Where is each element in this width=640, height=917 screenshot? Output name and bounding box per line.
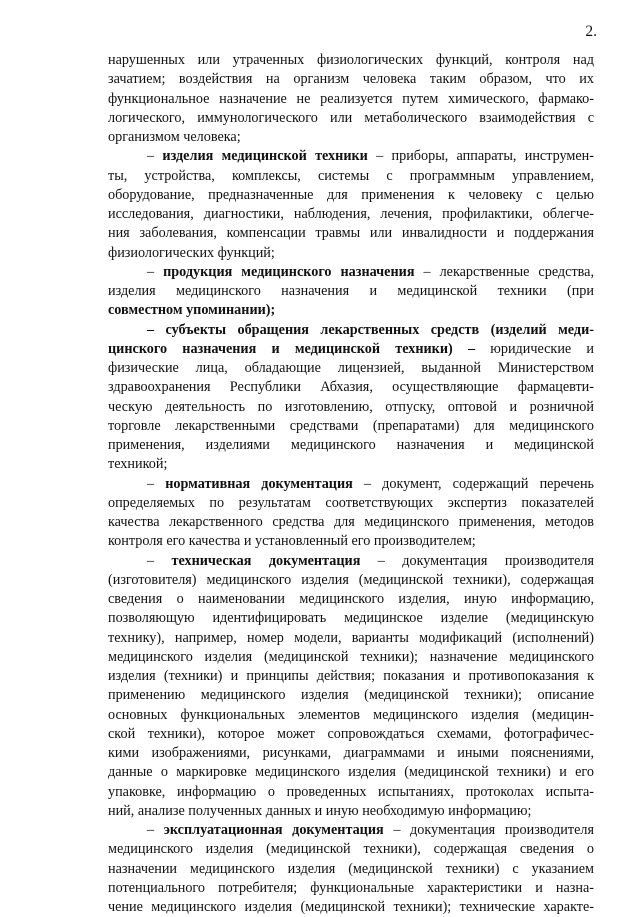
page-number: 2. [585,23,597,40]
text-line [108,532,594,551]
text-run: организмом человека; [108,129,241,145]
text-line [108,571,594,590]
text-line [108,321,594,340]
bold-term: совместном упоминании); [108,302,276,319]
text-line [108,436,594,455]
text-line [108,340,594,359]
bold-term: нормативная документация [165,475,353,492]
text-run: медицинского изделия (медицинской техники), содержащая сведения о [108,841,594,858]
text-line [108,898,594,917]
text-line [108,398,594,417]
text-line [108,802,594,821]
text-run: – [147,148,163,165]
text-line [108,224,594,243]
text-line [108,109,594,128]
text-run: потенциального потребителя; функциональные характеристики и назна- [108,879,594,896]
text-line [108,167,594,186]
text-run: – [147,475,166,492]
text-line [108,494,594,513]
text-line [108,821,594,840]
text-run: (изготовителя) медицинского изделия (медицинской техники), содержащая [108,571,594,588]
text-run: качества лекарственного средства для медицинского применения, методов [108,514,594,530]
text-run: – документация производителя [360,552,594,569]
text-line [108,609,594,628]
text-run: – приборы, аппараты, инструмен- [367,148,594,165]
text-line [108,475,594,494]
text-run: ческую деятельность по изготовлению, отпуску, оптовой и розничной [108,398,594,415]
text-run: – [147,263,164,280]
text-line [108,455,594,474]
text-run: – лекарственные средства, [414,263,595,280]
text-run: данные о маркировке медицинского изделия (медицинской техники) и его [108,764,594,781]
text-run: основных функциональных элементов медицинского изделия (медицин- [108,706,594,723]
text-line [108,879,594,898]
text-line [108,667,594,686]
text-run: исследования, диагностики, наблюдения, лечения, профилактики, облегче- [108,206,594,222]
text-run: позволяющую идентифицировать медицинское изделие (медицинскую [108,610,594,627]
text-line [108,686,594,705]
text-line [108,147,594,166]
text-line [108,629,594,648]
text-line [108,417,594,436]
text-line [108,590,594,609]
text-line [108,301,594,320]
text-run: – документ, содержащий перечень [352,475,595,492]
text-line [108,552,594,571]
text-line [108,860,594,879]
text-line [108,186,594,205]
text-run: физические лица, обладающие лицензией, выданной Министерством [108,360,594,376]
bold-term: – субъекты обращения лекарственных средств (изделий меди- [147,321,594,338]
text-line [108,783,594,802]
text-run: – документация производителя [383,822,594,838]
text-run: функциональное назначение не реализуется путем химического, фармако- [108,90,594,107]
text-run: ты, устройства, комплексы, системы с программным управлением, [108,167,594,184]
text-run: применению медицинского изделия (медицинской техники); описание [108,687,594,704]
bold-term: продукция медицинского назначения [163,263,415,280]
text-run: – [147,552,172,569]
text-line [108,244,594,263]
text-line [108,282,594,301]
text-line [108,70,594,89]
text-line [108,90,594,109]
bold-term: цинского назначения и медицинской техники) – [108,340,476,357]
text-run: зачатием; воздействия на организм человека таким образом, что их [108,71,594,88]
text-run: сведения о наименовании медицинского изделия, иную информацию, [108,591,594,607]
text-line [108,840,594,859]
text-run: – [147,822,164,838]
text-line [108,359,594,378]
text-run: чение медицинского изделия (медицинской техники); технические характе- [108,899,594,915]
text-run: контроля его качества и установленный его производителем; [108,533,476,550]
text-run: технику), например, номер модели, варианты модификаций (исполнений) [108,629,594,646]
text-run: изделия медицинского назначения и медицинской техники (при [108,283,594,299]
text-run: медицинского изделия (медицинской техники); назначение медицинского [108,648,594,665]
text-run: физиологических функций; [108,244,275,261]
text-run: ния заболевания, компенсации травмы или инвалидности и поддержания [108,225,594,242]
text-line [108,51,594,70]
text-line [108,744,594,763]
text-run: изделия (техники) и принципы действия; показания и противопоказания к [108,668,594,684]
text-run: торговле лекарственными средствами (препаратами) для медицинского [108,417,594,434]
text-run: логического, иммунологического или метаболического взаимодействия с [108,109,594,126]
text-line [108,648,594,667]
text-line [108,205,594,224]
text-run: техникой; [108,456,168,473]
text-run: юридические и [475,340,594,357]
text-line [108,763,594,782]
bold-term: изделия медицинской техники [162,148,368,165]
text-line [108,378,594,397]
text-run: нарушенных или утраченных физиологических функций, контроля над [108,52,594,68]
text-line [108,513,594,532]
text-line [108,706,594,725]
text-line [108,263,594,282]
text-run: здравоохранения Республики Абхазия, осуществляющие фармацевти- [108,379,594,396]
text-line [108,725,594,744]
text-run: ской техники), которое может сопровождаться схемами, фотографичес- [108,725,594,742]
text-run: применения, изделиями медицинского назначения и медицинской [108,437,594,453]
text-run: назначении медицинского изделия (медицинской техники) с указанием [108,860,594,877]
body-text [108,51,594,917]
bold-term: техническая документация [171,552,361,569]
text-run: упаковке, информацию о проведенных испытаниях, протоколах испыта- [108,783,594,800]
text-run: оборудование, предназначенные для применения к человеку с целью [108,186,594,203]
bold-term: эксплуатационная документация [163,822,384,838]
text-run: ний, анализе полученных данных и иную необходимую информацию; [108,802,532,819]
text-run: кими изображениями, рисунками, диаграммами и иными пояснениями, [108,745,594,761]
text-line [108,128,594,147]
text-run: определяемых по результатам соответствующих экспертиз показателей [108,494,594,511]
